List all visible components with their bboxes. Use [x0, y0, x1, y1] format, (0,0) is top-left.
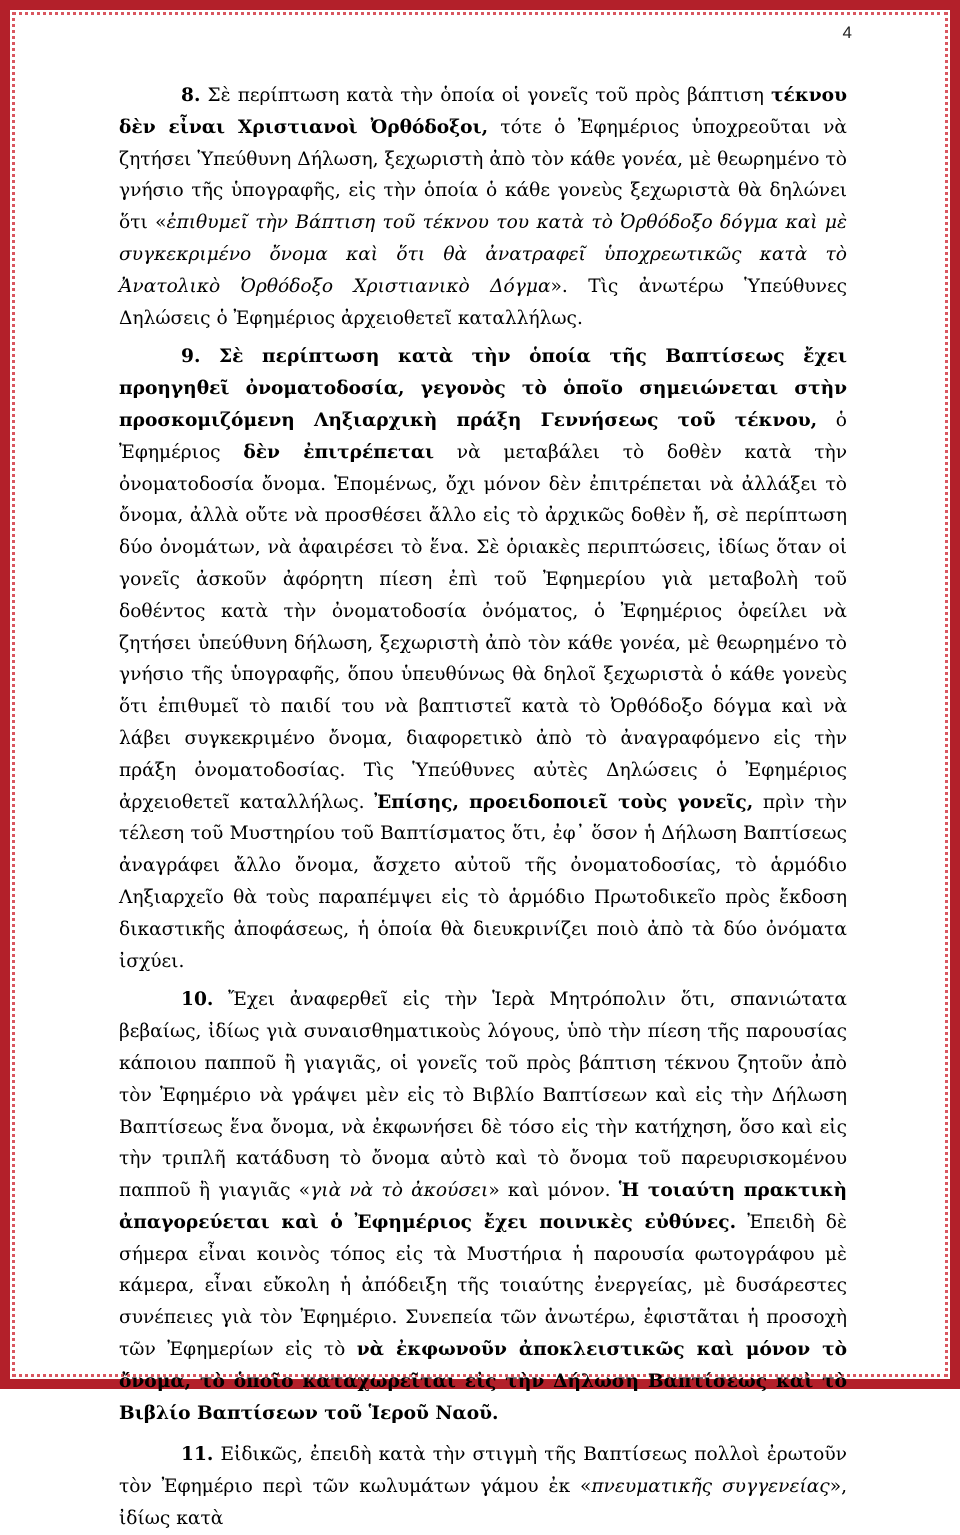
- paragraph-9: 9. Σὲ περίπτωση κατὰ τὴν ὁποία τῆς Βαπτίσεως ἔχει προηγηθεῖ ὀνοματοδοσία, γεγονὸς τὸ ὁποῖο σημειώνεται στὴν προσκομιζόμενη Ληξιαρχικὴ πράξη Γεννήσεως τοῦ τέκνου, ὁ Ἐφημέριος δὲν ἐπιτρέπεται νὰ μεταβάλει τὸ δοθὲν κατὰ τὴν ὀνοματοδοσία ὄνομα. Ἑπομένως, ὄχι μόνον δὲν ἐπιτρέπεται νὰ ἀλλάξει τὸ ὄνομα, ἀλλὰ οὔτε νὰ προσθέσει ἄλλο εἰς τὸ ἀρχικῶς δοθὲν ἤ, σὲ περίπτωση δύο ὀνομάτων, νὰ ἀφαιρέσει τὸ ἕνα. Σὲ ὁριακὲς περιπτώσεις, ἰδίως ὅταν οἱ γονεῖς ἀσκοῦν ἀφόρητη πίεση ἐπὶ τοῦ Ἐφημερίου γιὰ μεταβολὴ τοῦ δοθέντος κατὰ τὴν ὀνοματοδοσία ὀνόματος, ὁ Ἐφημέριος ὀφείλει νὰ ζητήσει ὑπεύθυνη δήλωση, ξεχωριστὴ ἀπὸ τὸν κάθε γονέα, μὲ θεωρημένο τὸ γνήσιο τῆς ὑπογραφῆς, ὅπου ὑπευθύνως θὰ δηλοῖ ξεχωριστὰ ὁ κάθε γονεὺς ὅτι ἐπιθυμεῖ τὸ παιδί του νὰ βαπτιστεῖ κατὰ τὸ Ὀρθόδοξο δόγμα καὶ νὰ λάβει συγκεκριμένο ὄνομα, διαφορετικὸ ἀπὸ τὸ ἀναγραφόμενο εἰς τὴν πράξη ὀνοματοδοσίας. Τὶς Ὑπεύθυνες αὐτὲς Δηλώσεις ὁ Ἐφημέριος ἀρχειοθετεῖ καταλλήλως. Ἐπίσης, προειδοποιεῖ τοὺς γονεῖς, πρὶν τὴν τέλεση τοῦ Μυστηρίου τοῦ Βαπτίσματος ὅτι, ἐφ᾽ ὅσον ἡ Δήλωση Βαπτίσεως ἀναγράφει ἄλλο ὄνομα, ἄσχετο αὐτοῦ τῆς ὀνοματοδοσίας, τὸ ἁρμόδιο Ληξιαρχεῖο θὰ τοὺς παραπέμψει εἰς τὸ ἁρμόδιο Πρωτοδικεῖο πρὸς ἔκδοση δικαστικῆς ἀποφάσεως, ἡ ὁποία θὰ διευκρινίζει ποιὸ ἀπὸ τὰ δύο ὀνόματα ἰσχύει.: [119, 346, 847, 972]
- paragraph-11: 11. Εἰδικῶς, ἐπειδὴ κατὰ τὴν στιγμὴ τῆς Βαπτίσεως πολλοὶ ἐρωτοῦν τὸν Ἐφημέριο περὶ τῶν κωλυμάτων γάμου ἐκ «πνευματικῆς συγγενείας», ἰδίως κατὰ: [119, 1444, 848, 1530]
- paragraph-number: 9.: [181, 346, 201, 368]
- page-number: 4: [842, 23, 852, 42]
- document-body: [119, 80, 847, 1535]
- paragraph-8: 8. Σὲ περίπτωση κατὰ τὴν ὁποία οἱ γονεῖς τοῦ πρὸς βάπτιση τέκνου δὲν εἶναι Χριστιανοὶ Ὀρθόδοξοι, τότε ὁ Ἐφημέριος ὑποχρεοῦται νὰ ζητήσει Ὑπεύθυνη Δήλωση, ξεχωριστὴ ἀπὸ τὸν κάθε γονέα, μὲ θεωρημένο τὸ γνήσιο τῆς ὑπογραφῆς, εἰς τὴν ὁποία ὁ κάθε γονεὺς ξεχωριστὰ θὰ δηλώνει ὅτι «ἐπιθυμεῖ τὴν Βάπτιση τοῦ τέκνου του κατὰ τὸ Ὀρθόδοξο δόγμα καὶ μὲ συγκεκριμένο ὄνομα καὶ ὅτι θὰ ἀνατραφεῖ ὑποχρεωτικῶς κατὰ τὸ Ἀνατολικὸ Ὀρθόδοξο Χριστιανικὸ Δόγμα». Τὶς ἀνωτέρω Ὑπεύθυνες Δηλώσεις ὁ Ἐφημέριος ἀρχειοθετεῖ καταλλήλως.: [119, 85, 847, 329]
- paragraph-number: 8.: [181, 85, 201, 106]
- paragraph-number: 11.: [181, 1444, 214, 1466]
- paragraph-number: 10.: [181, 989, 214, 1011]
- paragraph-10: 10. Ἔχει ἀναφερθεῖ εἰς τὴν Ἱερὰ Μητρόπολιν ὅτι, σπανιώτατα βεβαίως, ἰδίως γιὰ συναισθηματικοὺς λόγους, ὑπὸ τὴν πίεση τῆς παρουσίας κάποιου παπποῦ ἢ γιαγιᾶς, οἱ γονεῖς τοῦ πρὸς βάπτιση τέκνου ζητοῦν ἀπὸ τὸν Ἐφημέριο νὰ γράψει μὲν εἰς τὸ Βιβλίο Βαπτίσεων καὶ εἰς τὴν Δήλωση Βαπτίσεως ἕνα ὄνομα, νὰ ἐκφωνήσει δὲ τόσο εἰς τὴν κατήχηση, ὅσο καὶ εἰς τὴν τριπλῆ κατάδυση τὸ ὄνομα αὐτὸ καὶ τὸ ὄνομα τοῦ παρευρισκομένου παπποῦ ἢ γιαγιᾶς «γιὰ νὰ τὸ ἀκούσει» καὶ μόνον. Ἡ τοιαύτη πρακτικὴ ἀπαγορεύεται καὶ ὁ Ἐφημέριος ἔχει ποινικὲς εὐθύνες. Ἐπειδὴ δὲ σήμερα εἶναι κοινὸς τόπος εἰς τὰ Μυστήρια ἡ παρουσία φωτογράφου μὲ κάμερα, εἶναι εὔκολη ἡ ἀπόδειξη τῆς τοιαύτης ἐνεργείας, μὲ δυσάρεστες συνέπειες γιὰ τὸν Ἐφημέριο. Συνεπεία τῶν ἀνωτέρω, ἐφιστᾶται ἡ προσοχὴ τῶν Ἐφημερίων εἰς τὸ νὰ ἐκφωνοῦν ἀποκλειστικῶς καὶ μόνον τὸ ὄνομα, τὸ ὁποῖο καταχωρεῖται εἰς τὴν Δήλωση Βαπτίσεως καὶ τὸ Βιβλίο Βαπτίσεων τοῦ Ἱεροῦ Ναοῦ.: [119, 989, 848, 1424]
